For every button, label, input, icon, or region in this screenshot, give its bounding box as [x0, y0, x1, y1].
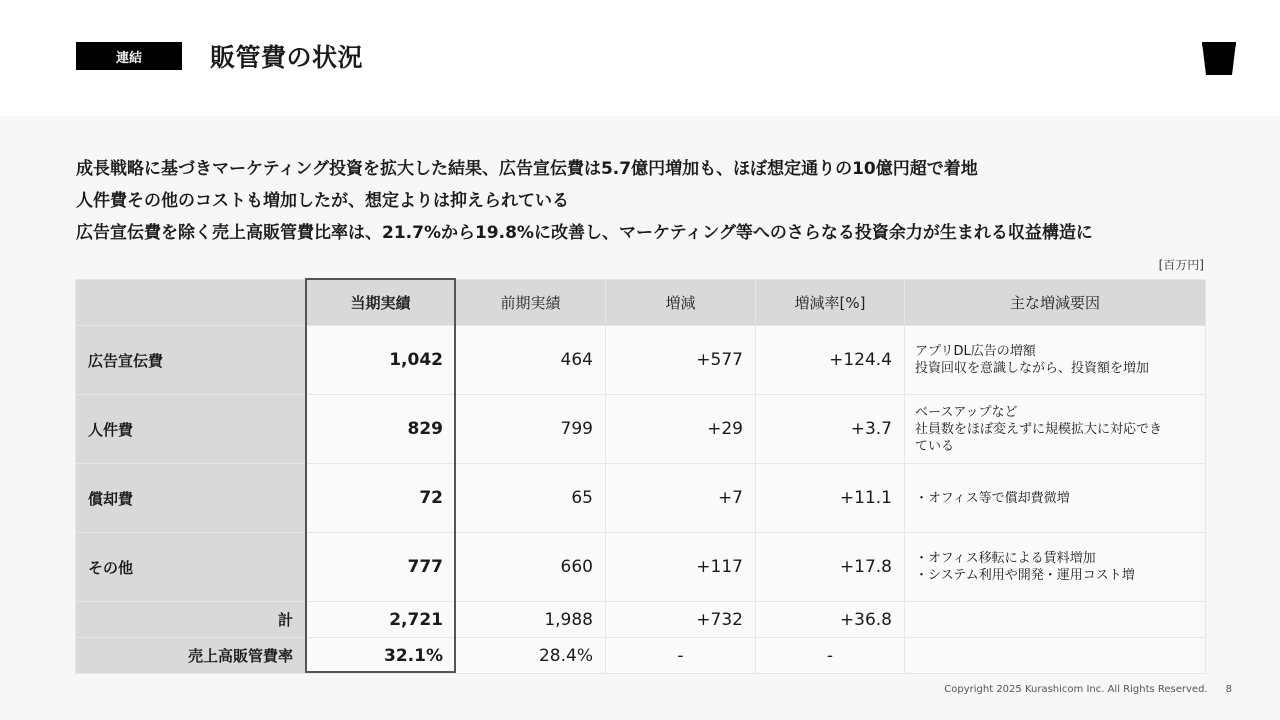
previous-value: 464: [456, 326, 606, 395]
total-previous: 1,988: [456, 602, 606, 638]
page-title: 販管費の状況: [210, 43, 364, 72]
factor-line: ・システム利用や開発・運用コスト増: [915, 568, 1135, 583]
row-label: その他: [76, 533, 306, 602]
change-value: +577: [606, 326, 756, 395]
factor-cell: [905, 395, 1206, 464]
header-current: 当期実績: [306, 280, 456, 326]
change-value: +7: [606, 464, 756, 533]
row-label: 広告宣伝費: [76, 326, 306, 395]
table-header-row: [76, 280, 1206, 326]
total-label: 計: [76, 602, 306, 638]
current-value: 72: [306, 464, 456, 533]
sga-table: [75, 279, 1206, 674]
table-row: [76, 464, 1206, 533]
rate-value: +11.1: [756, 464, 905, 533]
factor-line: ・オフィス等で償却費微増: [915, 490, 1070, 506]
unit-label: [百万円]: [1158, 258, 1204, 272]
summary-line: 成長戦略に基づきマーケティング投資を拡大した結果、広告宣伝費は5.7億円増加も、ほぼ想定通りの10億円超で着地: [76, 159, 978, 179]
total-change: +732: [606, 602, 756, 638]
rate-value: +17.8: [756, 533, 905, 602]
current-value: 829: [306, 395, 456, 464]
ratio-label: 売上高販管費率: [76, 638, 306, 674]
table-row: [76, 533, 1206, 602]
total-factor-empty: [905, 602, 1206, 638]
header-previous: 前期実績: [456, 280, 606, 326]
copyright-text: Copyright 2025 Kurashicom Inc. All Rights Reserved.: [944, 684, 1208, 695]
summary-text: [76, 156, 1216, 252]
factor-cell: [905, 464, 1206, 533]
header-blank: [76, 280, 306, 326]
ratio-rate: -: [756, 638, 905, 674]
previous-value: 65: [456, 464, 606, 533]
header-factors: 主な増減要因: [905, 280, 1206, 326]
factor-cell: [905, 326, 1206, 395]
header-change: 増減: [606, 280, 756, 326]
row-label: 人件費: [76, 395, 306, 464]
factor-line: ・オフィス移転による賃料増加: [915, 551, 1096, 566]
total-row: [76, 602, 1206, 638]
header-bar: [0, 0, 1280, 116]
previous-value: 799: [456, 395, 606, 464]
ratio-row: [76, 638, 1206, 674]
row-label: 償却費: [76, 464, 306, 533]
rate-value: +124.4: [756, 326, 905, 395]
summary-line: 広告宣伝費を除く売上高販管費比率は、21.7%から19.8%に改善し、マーケティング等へのさらなる投資余力が生まれる収益構造に: [76, 223, 1093, 243]
change-value: +117: [606, 533, 756, 602]
total-current: 2,721: [306, 602, 456, 638]
page-number: 8: [1225, 684, 1232, 695]
ratio-current: 32.1%: [306, 638, 456, 674]
table-row: [76, 326, 1206, 395]
header-rate: 増減率[%]: [756, 280, 905, 326]
factor-line: 投資回収を意識しながら、投資額を増加: [915, 361, 1150, 376]
rate-value: +3.7: [756, 395, 905, 464]
factor-line: ベースアップなど: [915, 404, 1018, 420]
factor-line: ている: [915, 438, 955, 454]
footer: [944, 684, 1232, 695]
change-value: +29: [606, 395, 756, 464]
ratio-factor-empty: [905, 638, 1206, 674]
previous-value: 660: [456, 533, 606, 602]
factor-cell: [905, 533, 1206, 602]
factor-line: 社員数をほぼ変えずに規模拡大に対応でき: [915, 421, 1163, 437]
consolidated-badge: 連結: [76, 42, 182, 70]
ratio-previous: 28.4%: [456, 638, 606, 674]
ratio-change: -: [606, 638, 756, 674]
factor-line: アプリDL広告の増額: [915, 344, 1036, 359]
current-value: 777: [306, 533, 456, 602]
summary-line: 人件費その他のコストも増加したが、想定よりは抑えられている: [76, 191, 569, 211]
cup-logo-icon: [1202, 42, 1236, 75]
table-row: [76, 395, 1206, 464]
current-value: 1,042: [306, 326, 456, 395]
total-rate: +36.8: [756, 602, 905, 638]
